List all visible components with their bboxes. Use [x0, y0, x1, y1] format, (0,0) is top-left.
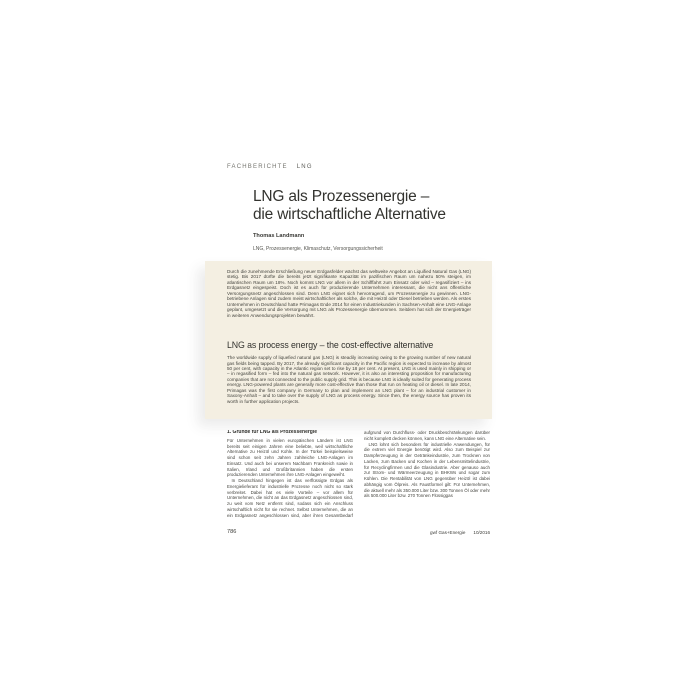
- body-paragraph: In Deutschland hingegen ist das verflüssigte Erdgas als Energielieferant für industrielle Prozesse noch nicht so stark verbreitet. Dabei hat es viele Vorteile – vor allem für Unternehmen, die nicht an das Erdgasnetz angeschlossen sind, zu weit vom Netz entfernt sind, sodass sich ein Anschluss wirtschaftlich nicht für sie rechnet. Selbst Unternehmen, die an ein Erdgasnetz angeschlossen sind, aber ihren Gesamtbedarf aufgrund von Durchfluss- oder Druckbeschränkungen darüber nicht komplett decken können, kann LNG eine Alternative sein.: [227, 430, 490, 518]
- article-title: [253, 188, 446, 223]
- body-paragraph: Für Unternehmen in vielen europäischen Ländern ist LNG bereits seit einigen Jahren eine beliebte, weil wirtschaftliche Alternative zu Heizöl und Kohle. In der Türkei beispielsweise sind schon seit zehn Jahren zahlreiche LNG-Anlagen im Einsatz. Und auch bei unserem Nachbarn Frankreich sowie in Italien, Irland und Großbritannien haben die ersten produzierenden Unternehmen ihre LNG-Anlagen eingeweiht.: [227, 437, 353, 478]
- article-keywords: LNG, Prozessenergie, Klimaschutz, Versorgungssicherheit: [253, 246, 383, 252]
- section-heading: 1. Gründe für LNG als Prozessenergie: [227, 430, 318, 435]
- article-body: [227, 430, 490, 528]
- abstract-box: [205, 261, 492, 419]
- section-kicker: [227, 164, 313, 170]
- kicker-label: FACHBERICHTE: [227, 164, 288, 170]
- journal-issue: 10/2016: [473, 530, 490, 535]
- kicker-tag: LNG: [296, 164, 313, 170]
- abstract-english: The worldwide supply of liquefied natural gas (LNG) is steadily increasing owing to the growing number of new natural gas fields being tapped. By 2017, the already significant capacity in the Pacific region is expected to increase by almost 50 per cent, with capacity in the Atlantic region set to rise by 18 per cent. At present, LNG is used mainly in shipping or – in regasified form – fed into the natural gas network. However, it is also an interesting proposition for manufacturing companies that are not connected to the public supply grid. This is because LNG is ideally suited for generating process energy. LNG-powered plants are generally more cost-effective than those that run on heating oil or diesel. In late 2014, Primagas was the first company in Germany to plan and implement an LNG plant – for an industrial customer in Saxony-Anhalt – and to take over the supply of LNG as process energy. Since then, the energy source has proven its worth in further application projects.: [227, 355, 471, 404]
- journal-footer: [330, 530, 490, 535]
- article-title-line2: die wirtschaftliche Alternative: [253, 205, 446, 223]
- body-paragraph: LNG lohnt sich besonders für industrielle Anwendungen, für die extrem viel Energie benötigt wird. Also zum Beispiel zur Dampferzeugung in der Getränkeindustrie, zum Trocknen von Lacken, zum Backen und Kochen in der Lebensmittelindustrie, für Recyclingfirmen und die Glasindustrie. Aber genauso auch zur Strom- und Wärmeerzeugung in BHKWs und sogar zum Kühlen. Die Rentabilität von LNG gegenüber Heizöl ist dabei abhängig vom Ölpreis. Als Faustformel gilt: Für Unternehmen, die aktuell mehr als 350.000 Liter bzw. 300 Tonnen Öl oder mehr als 500.000 Liter bzw. 270 Tonnen Flüssiggas: [364, 441, 490, 499]
- abstract-german: Durch die zunehmende Erschließung neuer Erdgasfelder wächst das weltweite Angebot an Liquified Natural Gas (LNG) stetig. Bis 2017 dürfte die bereits jetzt signifikante Kapazität im pazifischen Raum um nahezu 50% steigen, im atlantischen Raum um 18%. Noch kommt LNG vor allem in der Schifffahrt zum Einsatz oder wird – regasifiziert – ins Erdgasnetz eingespeist. Doch ist es auch für produzierende Unternehmen interessant, die nicht ans öffentliche Versorgungsnetz angeschlossen sind. Denn LNG eignet sich hervorragend, um Prozessenergie zu gewinnen. LNG-betriebene Anlagen sind zudem meist wirtschaftlicher als solche, die mit Heizöl oder Diesel betrieben werden. Als erstes Unternehmen in Deutschland hatte Primagas Ende 2014 für einen Industriekunden in Sachsen-Anhalt eine LNG-Anlage geplant, umgesetzt und die Versorgung mit LNG als Prozessenergie übernommen. Seitdem hat sich der Energieträger in weiteren Anwendungsprojekten bewährt.: [227, 269, 471, 318]
- journal-name: gwf Gas+Energie: [430, 530, 466, 535]
- page-number: 786: [227, 529, 237, 535]
- abstract-english-heading: LNG as process energy – the cost-effective alternative: [227, 340, 434, 351]
- article-title-line1: LNG als Prozessenergie –: [253, 188, 430, 205]
- article-author: Thomas Landmann: [253, 233, 305, 239]
